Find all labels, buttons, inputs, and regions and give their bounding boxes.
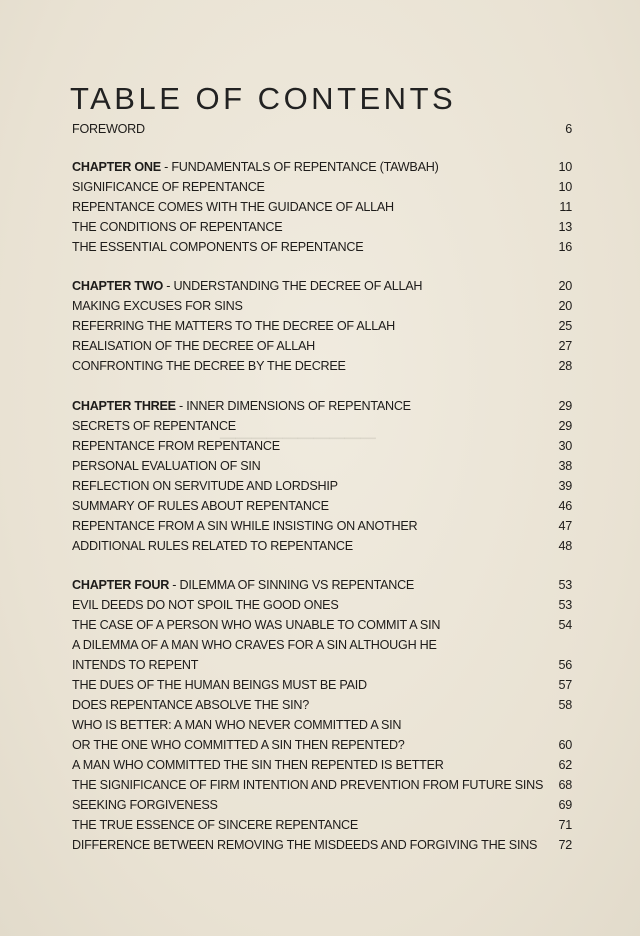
toc-entry-text: DIFFERENCE BETWEEN REMOVING THE MISDEEDS AND FORGIVING THE SINS	[72, 838, 538, 852]
toc-entry-text: WHO IS BETTER: A MAN WHO NEVER COMMITTED A SIN	[72, 718, 402, 732]
toc-page-number: 13	[558, 220, 572, 234]
toc-entry-label	[72, 698, 542, 712]
toc-entry-label	[72, 200, 542, 214]
toc-entry-text: - UNDERSTANDING THE DECREE OF ALLAH	[163, 279, 423, 293]
toc-entry-text: REPENTANCE COMES WITH THE GUIDANCE OF ALLAH	[72, 200, 394, 214]
toc-entry-text: THE CASE OF A PERSON WHO WAS UNABLE TO COMMIT A SIN	[72, 618, 441, 632]
toc-page-number: 71	[558, 818, 572, 832]
toc-page-number: 47	[558, 519, 572, 533]
toc-page-number: 20	[558, 279, 572, 293]
toc-entry-label	[72, 838, 542, 852]
toc-entry-text: THE ESSENTIAL COMPONENTS OF REPENTANCE	[72, 240, 364, 254]
chapter-heading: CHAPTER FOUR	[72, 578, 170, 592]
toc-entry-text: A DILEMMA OF A MAN WHO CRAVES FOR A SIN ALTHOUGH HE	[72, 638, 437, 652]
toc-entry-row	[72, 316, 572, 336]
toc-entry-row	[72, 835, 572, 855]
chapter-heading: CHAPTER ONE	[72, 160, 161, 174]
toc-entry-text: SIGNIFICANCE OF REPENTANCE	[72, 180, 265, 194]
toc-entry-label	[72, 319, 542, 333]
toc-entry-text: THE TRUE ESSENCE OF SINCERE REPENTANCE	[72, 818, 359, 832]
toc-entry-text: INTENDS TO REPENT	[72, 658, 199, 672]
toc-entry-label	[72, 499, 542, 513]
toc-entry-label	[72, 638, 542, 652]
toc-entry-text: REPENTANCE FROM A SIN WHILE INSISTING ON ANOTHER	[72, 519, 418, 533]
toc-page-number: 62	[558, 758, 572, 772]
toc-entry-text: SUMMARY OF RULES ABOUT REPENTANCE	[72, 499, 329, 513]
toc-page-number: 46	[558, 499, 572, 513]
toc-entry-text: MAKING EXCUSES FOR SINS	[72, 299, 243, 313]
toc-entry-label	[72, 519, 542, 533]
toc-entry-label	[72, 339, 542, 353]
toc-entry-label	[72, 299, 542, 313]
toc-page-number: 25	[558, 319, 572, 333]
toc-entry-label	[72, 479, 542, 493]
toc-chapter-row	[72, 276, 572, 296]
toc-entry-label	[72, 459, 542, 473]
toc-entry-row	[72, 436, 572, 456]
toc-page-number: 68	[558, 778, 572, 792]
page-title: TABLE OF CONTENTS	[70, 80, 457, 116]
toc-entry-row	[72, 715, 572, 735]
toc-entry-label	[72, 359, 542, 373]
toc-page-number: 72	[558, 838, 572, 852]
toc-page-number: 60	[558, 738, 572, 752]
toc-entry-text: - DILEMMA OF SINNING VS REPENTANCE	[169, 578, 415, 592]
toc-entry-text: PERSONAL EVALUATION OF SIN	[72, 459, 261, 473]
toc-entry-row	[72, 456, 572, 476]
toc-page-number: 20	[558, 299, 572, 313]
toc-entry-text: REFERRING THE MATTERS TO THE DECREE OF ALLAH	[72, 319, 396, 333]
toc-entry-row	[72, 815, 572, 835]
toc-entry-row	[72, 615, 572, 635]
toc-entry-label	[72, 539, 542, 553]
toc-entry-label	[72, 180, 542, 194]
toc-entry-row	[72, 197, 572, 217]
toc-entry-text: EVIL DEEDS DO NOT SPOIL THE GOOD ONES	[72, 598, 339, 612]
toc-page-number: 38	[558, 459, 572, 473]
toc-page-number: 16	[558, 240, 572, 254]
toc-entry-label	[72, 240, 542, 254]
toc-entry-label	[72, 279, 542, 293]
toc-entry-text: FOREWORD	[72, 122, 145, 136]
toc-entry-label	[72, 798, 542, 812]
toc-entry-text: A MAN WHO COMMITTED THE SIN THEN REPENTED IS BETTER	[72, 758, 444, 772]
toc-page-number: 48	[558, 539, 572, 553]
chapter-heading: CHAPTER TWO	[72, 279, 163, 293]
toc-entry-text: - FUNDAMENTALS OF REPENTANCE (TAWBAH)	[160, 160, 439, 174]
toc-entry-text: SECRETS OF REPENTANCE	[72, 419, 236, 433]
toc-entry-text: REPENTANCE FROM REPENTANCE	[72, 439, 280, 453]
toc-page-number: 58	[558, 698, 572, 712]
toc-entry-row	[72, 735, 572, 755]
toc-entry-row	[72, 296, 572, 316]
toc-entry-label	[72, 758, 542, 772]
toc-entry-text: THE SIGNIFICANCE OF FIRM INTENTION AND PREVENTION FROM FUTURE SINS	[72, 778, 544, 792]
toc-chapter-row	[72, 396, 572, 416]
toc-entry-row	[72, 675, 572, 695]
toc-entry-row	[72, 416, 572, 436]
toc-page-number: 10	[558, 160, 572, 174]
toc-entry-row	[72, 356, 572, 376]
toc-entry-label	[72, 818, 542, 832]
toc-entry-row	[72, 336, 572, 356]
toc-entry-row	[72, 795, 572, 815]
toc-entry-label	[72, 678, 542, 692]
toc-page-number: 53	[558, 598, 572, 612]
chapter-heading: CHAPTER THREE	[72, 399, 176, 413]
toc-entry-row	[72, 595, 572, 615]
toc-entry-text: ADDITIONAL RULES RELATED TO REPENTANCE	[72, 539, 353, 553]
bleed-through-decoration: ──────────	[220, 425, 376, 450]
toc-page-number: 39	[558, 479, 572, 493]
toc-entry-row	[72, 655, 572, 675]
toc-entry-text: OR THE ONE WHO COMMITTED A SIN THEN REPENTED?	[72, 738, 405, 752]
toc-entry-label	[72, 718, 542, 732]
toc-entry-label	[72, 122, 542, 136]
toc-chapter-row	[72, 157, 572, 177]
toc-entry-text: DOES REPENTANCE ABSOLVE THE SIN?	[72, 698, 309, 712]
toc-page-number: 57	[558, 678, 572, 692]
toc-page-number: 54	[558, 618, 572, 632]
toc-page-number: 56	[558, 658, 572, 672]
toc-page-number: 29	[558, 399, 572, 413]
toc-entry-row	[72, 536, 572, 556]
toc-entry-row	[72, 695, 572, 715]
toc-page-number: 69	[558, 798, 572, 812]
toc-entry-row	[72, 635, 572, 655]
toc-page-number: 28	[558, 359, 572, 373]
toc-entry-row	[72, 755, 572, 775]
toc-page-number: 11	[559, 200, 572, 214]
toc-entry-row	[72, 217, 572, 237]
toc-entry-label	[72, 598, 542, 612]
toc-entry-label	[72, 399, 542, 413]
toc-entry-text: - INNER DIMENSIONS OF REPENTANCE	[175, 399, 411, 413]
toc-entry-label	[72, 658, 542, 672]
toc-page-number: 53	[558, 578, 572, 592]
toc-entry-text: SEEKING FORGIVENESS	[72, 798, 218, 812]
toc-entry-text: THE DUES OF THE HUMAN BEINGS MUST BE PAID	[72, 678, 367, 692]
toc-page-number: 10	[558, 180, 572, 194]
toc-entry-text: THE CONDITIONS OF REPENTANCE	[72, 220, 283, 234]
toc-entry-label	[72, 439, 542, 453]
toc-page-number: 6	[565, 122, 572, 136]
toc-entry-row	[72, 237, 572, 257]
toc-entry-text: REALISATION OF THE DECREE OF ALLAH	[72, 339, 315, 353]
toc-page-number: 27	[558, 339, 572, 353]
toc-entry-row	[72, 516, 572, 536]
toc-entry-row	[72, 496, 572, 516]
toc-chapter-row	[72, 575, 572, 595]
toc-entry-label	[72, 160, 542, 174]
toc-page-number: 29	[558, 419, 572, 433]
toc-entry-row	[72, 119, 572, 139]
toc-entry-text: REFLECTION ON SERVITUDE AND LORDSHIP	[72, 479, 338, 493]
toc-entry-row	[72, 177, 572, 197]
toc-entry-text: CONFRONTING THE DECREE BY THE DECREE	[72, 359, 346, 373]
toc-entry-row	[72, 476, 572, 496]
toc-entry-label	[72, 738, 542, 752]
toc-entry-label	[72, 220, 542, 234]
toc-entry-label	[72, 778, 543, 792]
toc-entry-label	[72, 419, 542, 433]
toc-entry-row	[72, 775, 572, 795]
toc-page-number: 30	[558, 439, 572, 453]
toc-entry-label	[72, 578, 542, 592]
toc-entry-label	[72, 618, 542, 632]
